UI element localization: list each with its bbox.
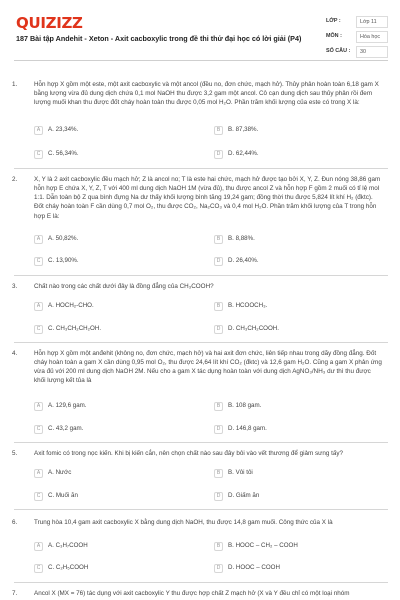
option-key: A (34, 235, 43, 244)
meta-value: 30 (356, 46, 388, 58)
question-number: 1. (12, 81, 18, 88)
option-text: B. 87,38%. (228, 126, 259, 133)
question-text: Hỗn hợp X gồm một este, một axit cacboxylic và một ancol (đều no, đơn chức, mạch hở). Thủy phân hoàn toàn 6,18 gam X bằng lượng vừa đủ dung dịch chứa 0,1 mol NaOH thu được 3,2 gam một ancol. Cô cạn dung dịch sau thủy phân rồi đem lượng muối khan thu được đốt cháy hoàn toàn thu được 0,05 mol H₂O. Phần trăm khối lượng của este có trong X là: (34, 81, 379, 107)
divider (14, 442, 388, 443)
meta-label: LỚP : (326, 17, 341, 24)
option-key: D (214, 492, 223, 501)
option-text: A. C₃H₇COOH (48, 542, 88, 549)
option-text: D. Giấm ăn (228, 492, 260, 499)
option-key: C (34, 564, 43, 573)
option-key: B (214, 402, 223, 411)
option-text: C. CH₃CH₂CH₂OH. (48, 325, 102, 332)
answer-option-c[interactable] (34, 150, 79, 159)
answer-option-b[interactable] (214, 542, 298, 551)
answer-option-a[interactable] (34, 126, 78, 135)
option-key: D (214, 150, 223, 159)
option-text: A. Nước (48, 469, 72, 476)
divider (14, 275, 388, 276)
answer-option-a[interactable] (34, 235, 78, 244)
answer-option-b[interactable] (214, 469, 253, 478)
option-key: A (34, 469, 43, 478)
option-text: A. 23,34%. (48, 126, 79, 133)
question-text: Ancol X (MX = 76) tác dụng với axit cacboxylic Y thu được hợp chất Z mạch hở (X và Y đều chỉ có một loại nhóm (34, 590, 350, 597)
question-number: 4. (12, 350, 18, 357)
option-text: A. 50,82%. (48, 235, 79, 242)
meta-row-count (326, 44, 388, 59)
option-key: B (214, 542, 223, 551)
option-key: B (214, 235, 223, 244)
meta-row-class (326, 14, 388, 29)
option-text: C. C₂H₅COOH (48, 564, 89, 571)
question-text: Hỗn hợp X gồm một anđehit (không no, đơn chức, mạch hở) và hai axit đơn chức, liên tiếp nhau trong dãy đồng đẳng. Đốt cháy hoàn toàn a gam X cần dùng 0,95 mol O₂, thu được 24,64 lít khí CO₂ (đktc) và 12,6 gam H₂O. Cũng a gam X phản ứng vừa đủ với 200 ml dung dịch NaOH 2M. Nếu cho a gam X tác dụng hoàn toàn với dung dịch AgNO₃/NH₃ dư thì thu được khối lượng kết tủa là (34, 350, 382, 385)
option-text: C. 56,34%. (48, 150, 79, 157)
quizizz-logo: QUIZIZZ (16, 14, 83, 32)
meta-value: Lớp 11 (356, 16, 388, 28)
answer-option-d[interactable] (214, 492, 259, 501)
document-header (0, 0, 400, 64)
option-text: B. HOOC – CH₂ – COOH (228, 542, 298, 549)
answer-option-c[interactable] (34, 425, 83, 434)
option-text: C. Muối ăn (48, 492, 78, 499)
question-number: 3. (12, 283, 18, 290)
option-key: A (34, 542, 43, 551)
meta-row-subject (326, 29, 388, 44)
option-text: D. 146,8 gam. (228, 425, 267, 432)
question-text: Axit fomic có trong nọc kiến. Khi bị kiến cắn, nên chọn chất nào sau đây bôi vào vết thương để giảm sưng tấy? (34, 450, 344, 457)
option-key: B (214, 469, 223, 478)
option-key: C (34, 150, 43, 159)
meta-value: Hóa học (356, 31, 388, 43)
question-text: Trung hòa 10,4 gam axit cacboxylic X bằng dung dịch NaOH, thu được 14,8 gam muối. Công thức của X là (34, 519, 333, 526)
answer-option-d[interactable] (214, 564, 280, 573)
option-key: D (214, 325, 223, 334)
divider (14, 342, 388, 343)
answer-option-b[interactable] (214, 402, 261, 411)
option-text: B. Vôi tôi (228, 469, 253, 476)
option-text: B. 8,88%. (228, 235, 255, 242)
question-text: X, Y là 2 axit cacboxylic đều mạch hở; Z là ancol no; T là este hai chức, mạch hở được tạo bởi X, Y, Z. Đun nóng 38,86 gam hỗn hợp E chứa X, Y, Z, T với 400 ml dung dịch NaOH 1M (vừa đủ), thu được ancol Z và hỗn hợp F gồm 2 muối có tỉ lệ mol 1:1. Dẫn toàn bộ Z qua bình đựng Na dư thấy khối lượng bình tăng 19,24 gam; đồng thời thu được 5,824 lít khí H₂ (đktc). Đốt cháy hoàn toàn F cần dùng 0,7 mol O₂, thu được CO₂, Na₂CO₃ và 0,4 mol H₂O. Phần trăm khối lượng của T trong hỗn hợp E là: (34, 176, 381, 220)
meta-label: MÔN : (326, 32, 342, 39)
answer-option-b[interactable] (214, 302, 267, 311)
option-key: C (34, 257, 43, 266)
divider (14, 582, 388, 583)
answer-option-d[interactable] (214, 257, 259, 266)
answer-option-c[interactable] (34, 257, 79, 266)
option-text: C. 43,2 gam. (48, 425, 84, 432)
option-text: D. CH₃CH₂COOH. (228, 325, 279, 332)
option-text: C. 13,90%. (48, 257, 79, 264)
answer-option-c[interactable] (34, 564, 88, 573)
option-text: D. 26,40%. (228, 257, 259, 264)
question-number: 5. (12, 450, 18, 457)
option-key: A (34, 126, 43, 135)
option-key: C (34, 492, 43, 501)
divider (14, 509, 388, 510)
answer-option-a[interactable] (34, 302, 94, 311)
answer-option-d[interactable] (214, 325, 279, 334)
question-text: Chất nào trong các chất dưới đây là đồng đẳng của CH₃COOH? (34, 283, 214, 290)
answer-option-d[interactable] (214, 425, 267, 434)
answer-option-b[interactable] (214, 235, 255, 244)
option-key: C (34, 325, 43, 334)
answer-option-a[interactable] (34, 542, 88, 551)
option-text: D. 62,44%. (228, 150, 259, 157)
question-number: 2. (12, 176, 18, 183)
option-key: D (214, 257, 223, 266)
option-key: A (34, 402, 43, 411)
question-number: 6. (12, 519, 18, 526)
answer-option-b[interactable] (214, 126, 258, 135)
option-key: B (214, 302, 223, 311)
option-key: B (214, 126, 223, 135)
answer-option-d[interactable] (214, 150, 259, 159)
option-key: A (34, 302, 43, 311)
question-number: 7. (12, 590, 18, 597)
document-meta (326, 14, 388, 59)
option-text: B. 108 gam. (228, 402, 262, 409)
page-title: 187 Bài tập Andehit - Xeton - Axit cacboxylic trong đề thi thử đại học có lời giải (P4) (16, 34, 302, 43)
option-text: A. HOCH₂-CHO. (48, 302, 94, 309)
option-text: A. 129,6 gam. (48, 402, 87, 409)
option-key: D (214, 564, 223, 573)
option-text: B. HCOOCH₃. (228, 302, 268, 309)
answer-option-a[interactable] (34, 469, 71, 478)
option-key: C (34, 425, 43, 434)
option-text: D. HOOC – COOH (228, 564, 280, 571)
option-key: D (214, 425, 223, 434)
answer-option-c[interactable] (34, 325, 101, 334)
divider (14, 168, 388, 169)
answer-option-a[interactable] (34, 402, 87, 411)
divider (14, 60, 388, 61)
meta-label: SỐ CÂU : (326, 47, 351, 54)
answer-option-c[interactable] (34, 492, 78, 501)
